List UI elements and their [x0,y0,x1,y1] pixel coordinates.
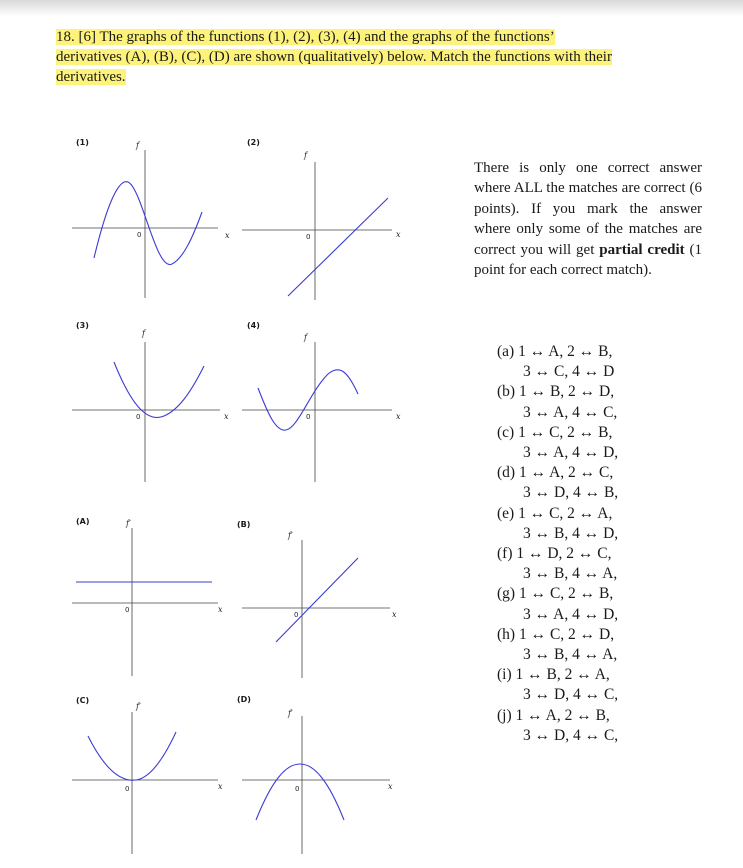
option-h[interactable] [497,625,618,665]
option-j-line2: 3 ↔ D, 4 ↔ C, [523,726,619,744]
graph-3-x-label: x [224,412,229,421]
graph-3 [70,322,235,482]
graph-c-label: (C) [76,696,90,705]
graph-c-svg [70,696,235,856]
option-g-line2: 3 ↔ A, 4 ↔ D, [523,605,619,623]
graph-c-origin: 0 [125,785,130,793]
graph-1-origin: 0 [137,231,142,239]
option-h-line1: (h) 1 ↔ C, 2 ↔ D, [497,625,615,643]
option-e[interactable] [497,504,618,544]
graph-3-curve [114,362,204,418]
graph-1-svg [70,140,235,300]
option-f-line1: (f) 1 ↔ D, 2 ↔ C, [497,545,612,563]
graph-4-curve [258,370,358,430]
graph-a [70,518,235,678]
graph-d-svg [240,696,405,856]
graph-2-x-label: x [396,230,401,239]
graph-3-svg [70,322,235,482]
graph-2-curve [288,198,388,296]
option-d-line1: (d) 1 ↔ A, 2 ↔ C, [497,464,614,482]
question-line-3: derivatives. [56,69,126,85]
graph-3-label: (3) [76,321,89,330]
option-a-line1: (a) 1 ↔ A, 2 ↔ B, [497,343,613,360]
graph-4 [240,322,405,482]
graph-1-y-label: f [136,141,139,150]
graph-4-x-label: x [396,412,401,421]
option-a-line2: 3 ↔ C, 4 ↔ D [523,363,615,381]
option-b[interactable] [497,382,618,422]
note-bold: partial credit [599,241,685,258]
graph-1-label: (1) [76,138,89,147]
option-b-line1: (b) 1 ↔ B, 2 ↔ D, [497,383,615,401]
option-c[interactable] [497,423,618,463]
option-j[interactable] [497,706,618,746]
graph-4-svg [240,322,405,482]
graph-b-curve [276,558,358,642]
option-j-line1: (j) 1 ↔ A, 2 ↔ B, [497,706,610,724]
graph-2-y-label: f [304,151,307,160]
graph-3-y-label: f [142,329,145,338]
option-d[interactable] [497,463,618,503]
graph-a-origin: 0 [125,606,130,614]
graph-c [70,696,235,856]
graph-2-label: (2) [247,138,260,147]
option-h-line2: 3 ↔ B, 4 ↔ A, [523,646,618,664]
option-g-line1: (g) 1 ↔ C, 2 ↔ B, [497,585,614,603]
option-f[interactable] [497,544,618,584]
graph-1 [70,140,235,300]
graph-a-svg [70,518,235,678]
graph-a-label: (A) [76,517,90,526]
graph-2 [240,140,405,300]
graph-d-curve [256,764,344,820]
top-shadow [0,0,743,16]
option-i-line1: (i) 1 ↔ B, 2 ↔ A, [497,666,610,684]
graph-c-y-label: f′ [136,702,141,711]
option-c-line2: 3 ↔ A, 4 ↔ D, [523,444,619,462]
graph-d [240,696,405,856]
option-a[interactable] [497,342,618,382]
option-f-line2: 3 ↔ B, 4 ↔ A, [523,565,618,583]
option-c-line1: (c) 1 ↔ C, 2 ↔ B, [497,423,613,441]
question-line-1: 18. [6] The graphs of the functions (1), (2), (3), (4) and the graphs of the functions’ [56,29,555,45]
option-i-line2: 3 ↔ D, 4 ↔ C, [523,686,619,704]
graph-1-curve [94,182,202,265]
question-text [56,27,688,87]
graph-2-svg [240,140,405,300]
question-line-2: derivatives (A), (B), (C), (D) are shown (qualitatively) below. Match the functions with their [56,49,612,65]
graph-b-svg [240,518,405,678]
note-text-1: There is only one correct answer where ALL the matches are correct (6 points). If you mark the answer where only some of the matches are correct you will get [474,160,702,258]
option-i[interactable] [497,665,618,705]
graph-4-origin: 0 [306,413,311,421]
graph-c-x-label: x [218,782,223,791]
option-e-line2: 3 ↔ B, 4 ↔ D, [523,524,619,542]
grading-note [474,158,702,280]
graph-b-origin: 0 [294,611,299,619]
answer-options [497,342,618,746]
graph-2-origin: 0 [306,233,311,241]
graph-d-y-label: f′ [288,709,293,718]
graph-4-label: (4) [247,321,260,330]
graph-1-x-label: x [225,231,230,240]
option-d-line2: 3 ↔ D, 4 ↔ B, [523,484,619,502]
graph-b-x-label: x [392,610,397,619]
option-g[interactable] [497,584,618,624]
graph-b [240,518,405,678]
graph-d-x-label: x [388,782,393,791]
graph-4-y-label: f [304,333,307,342]
graph-a-y-label: f′ [126,519,131,528]
graph-b-label: (B) [237,520,251,529]
option-b-line2: 3 ↔ A, 4 ↔ C, [523,403,618,421]
graph-b-y-label: f′ [288,531,293,540]
graph-d-origin: 0 [295,785,300,793]
graph-d-label: (D) [237,695,251,704]
graph-3-origin: 0 [136,413,141,421]
graph-a-x-label: x [218,605,223,614]
note-text-2: (1 point for each correct match). [474,241,702,279]
option-e-line1: (e) 1 ↔ C, 2 ↔ A, [497,504,613,522]
